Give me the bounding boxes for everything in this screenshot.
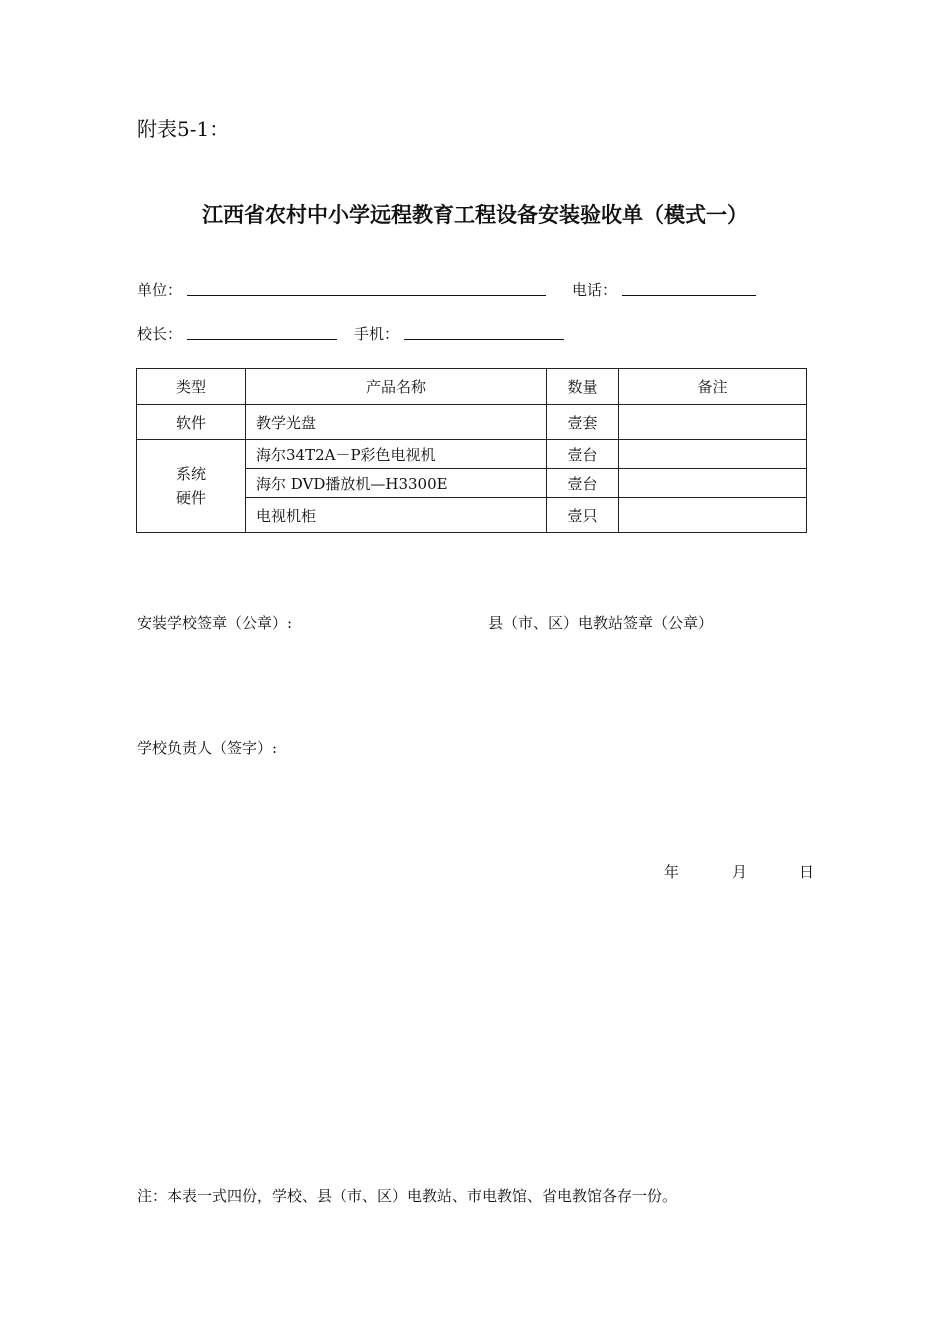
remark-cell[interactable] — [619, 440, 807, 469]
category-line: 系统 — [175, 465, 206, 483]
category-cell — [137, 440, 246, 533]
category-cell: 软件 — [137, 405, 246, 440]
date-day: 日 — [799, 863, 815, 881]
remark-cell[interactable] — [619, 469, 807, 498]
remark-cell[interactable] — [619, 405, 807, 440]
remark-cell[interactable] — [619, 498, 807, 533]
quantity-cell: 壹套 — [547, 405, 619, 440]
column-header-type: 类型 — [137, 369, 246, 405]
school-head-label: 学校负责人（签字）: — [137, 739, 278, 757]
table-row — [137, 405, 807, 440]
table-header-row — [137, 369, 807, 405]
station-seal-label: 县（市、区）电教站签章（公章） — [488, 614, 714, 632]
footer-note: 注：本表一式四份，学校、县（市、区）电教站、市电教馆、省电教馆各存一份。 — [137, 1187, 678, 1205]
equipment-table — [136, 368, 807, 533]
quantity-cell: 壹台 — [547, 469, 619, 498]
product-cell: 电视机柜 — [246, 498, 547, 533]
column-header-quantity: 数量 — [547, 369, 619, 405]
table-row — [137, 440, 807, 469]
unit-field[interactable] — [187, 295, 546, 296]
category-line: 硬件 — [175, 489, 206, 507]
principal-field[interactable] — [187, 339, 337, 340]
quantity-cell: 壹台 — [547, 440, 619, 469]
mobile-label: 手机： — [354, 325, 400, 343]
phone-label: 电话： — [572, 281, 618, 299]
product-cell: 海尔34T2A－P彩色电视机 — [246, 440, 547, 469]
product-cell: 教学光盘 — [246, 405, 547, 440]
form-reference-label: 附表5-1： — [137, 117, 230, 141]
principal-label: 校长： — [137, 325, 183, 343]
date-year: 年 — [664, 863, 680, 881]
date-month: 月 — [732, 863, 748, 881]
mobile-field[interactable] — [404, 339, 564, 340]
column-header-product: 产品名称 — [246, 369, 547, 405]
school-seal-label: 安装学校签章（公章）: — [137, 614, 293, 632]
quantity-cell: 壹只 — [547, 498, 619, 533]
document-title: 江西省农村中小学远程教育工程设备安装验收单（模式一） — [202, 203, 748, 227]
product-cell: 海尔 DVD播放机—H3300E — [246, 469, 547, 498]
phone-field[interactable] — [622, 295, 756, 296]
column-header-remark: 备注 — [619, 369, 807, 405]
unit-label: 单位： — [137, 281, 183, 299]
